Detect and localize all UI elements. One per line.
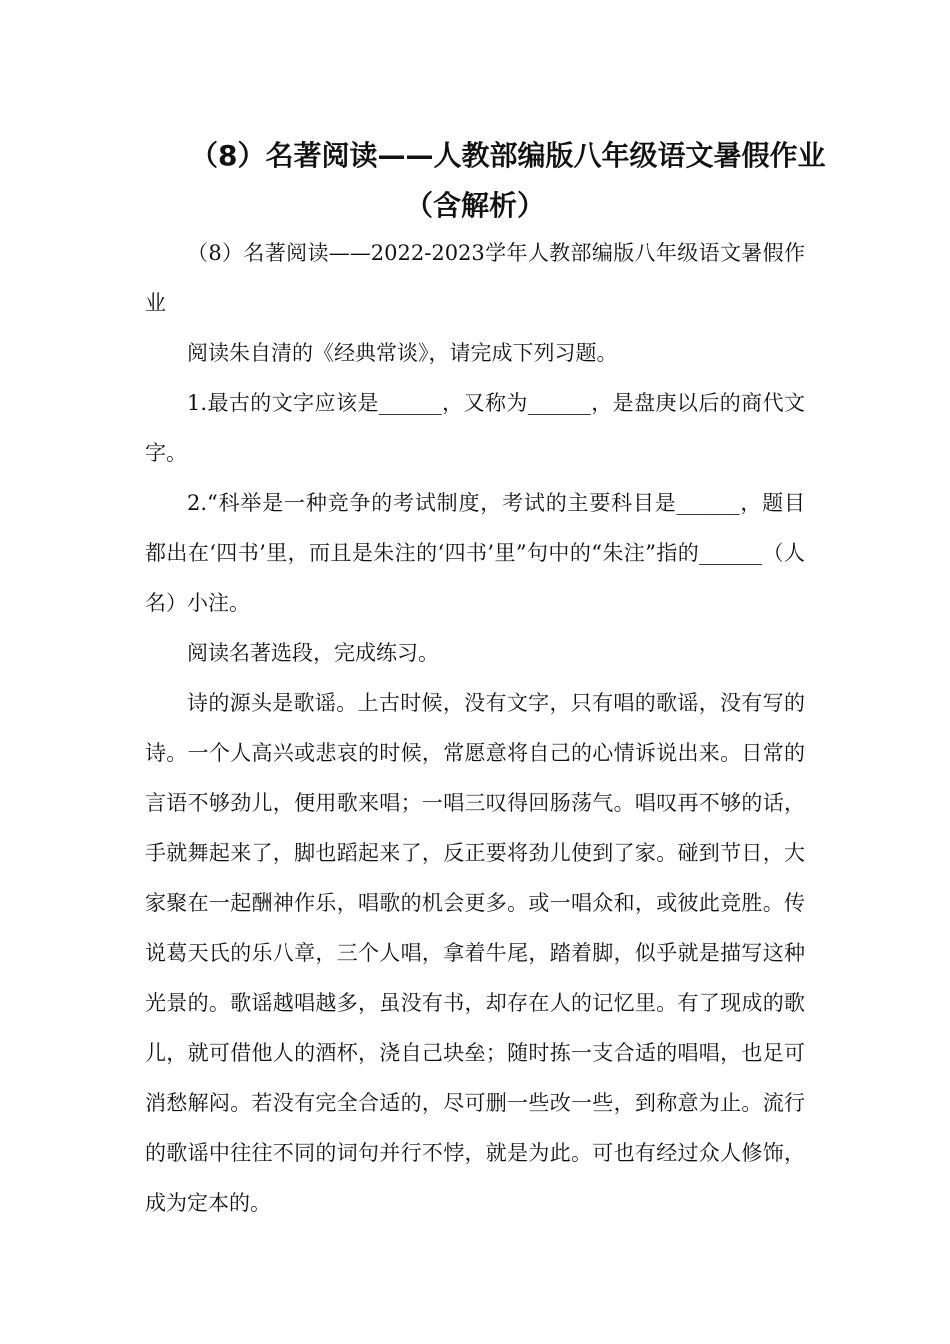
document-body bbox=[145, 228, 805, 1228]
document-title-line2: （含解析） bbox=[404, 189, 545, 222]
paragraph-subtitle: （8）名著阅读——2022-2023学年人教部编版八年级语文暑假作业 bbox=[145, 241, 805, 315]
paragraph-question-1: 1.最古的文字应该是______，又称为______，是盘庚以后的商代文字。 bbox=[145, 391, 805, 465]
document-title-line1: （8）名著阅读——人教部编版八年级语文暑假作业 bbox=[190, 139, 826, 172]
paragraph-question-2: 2.“科举是一种竞争的考试制度，考试的主要科目是______，题目都出在‘四书’里，而且是朱注的‘四书’里”句中的“朱注”指的______（人名）小注。 bbox=[145, 491, 805, 615]
paragraph-excerpt: 诗的源头是歌谣。上古时候，没有文字，只有唱的歌谣，没有写的诗。一个人高兴或悲哀的时候，常愿意将自己的心情诉说出来。日常的言语不够劲儿，便用歌来唱；一唱三叹得回肠荡气。唱叹再不够的话，手就舞起来了，脚也蹈起来了，反正要将劲儿使到了家。碰到节日，大家聚在一起酬神作乐，唱歌的机会更多。或一唱众和，或彼此竞胜。传说葛天氏的乐八章，三个人唱，拿着牛尾，踏着脚，似乎就是描写这种光景的。歌谣越唱越多，虽没有书，却存在人的记忆里。有了现成的歌儿，就可借他人的酒杯，浇自己块垒；随时拣一支合适的唱唱，也足可消愁解闷。若没有完全合适的，尽可删一些改一些，到称意为止。流行的歌谣中往往不同的词句并行不悖，就是为此。可也有经过众人修饰，成为定本的。 bbox=[145, 691, 805, 1215]
paragraph-instruction-2: 阅读名著选段，完成练习。 bbox=[187, 641, 439, 665]
paragraph-instruction-1: 阅读朱自清的《经典常谈》，请完成下列习题。 bbox=[187, 341, 618, 365]
